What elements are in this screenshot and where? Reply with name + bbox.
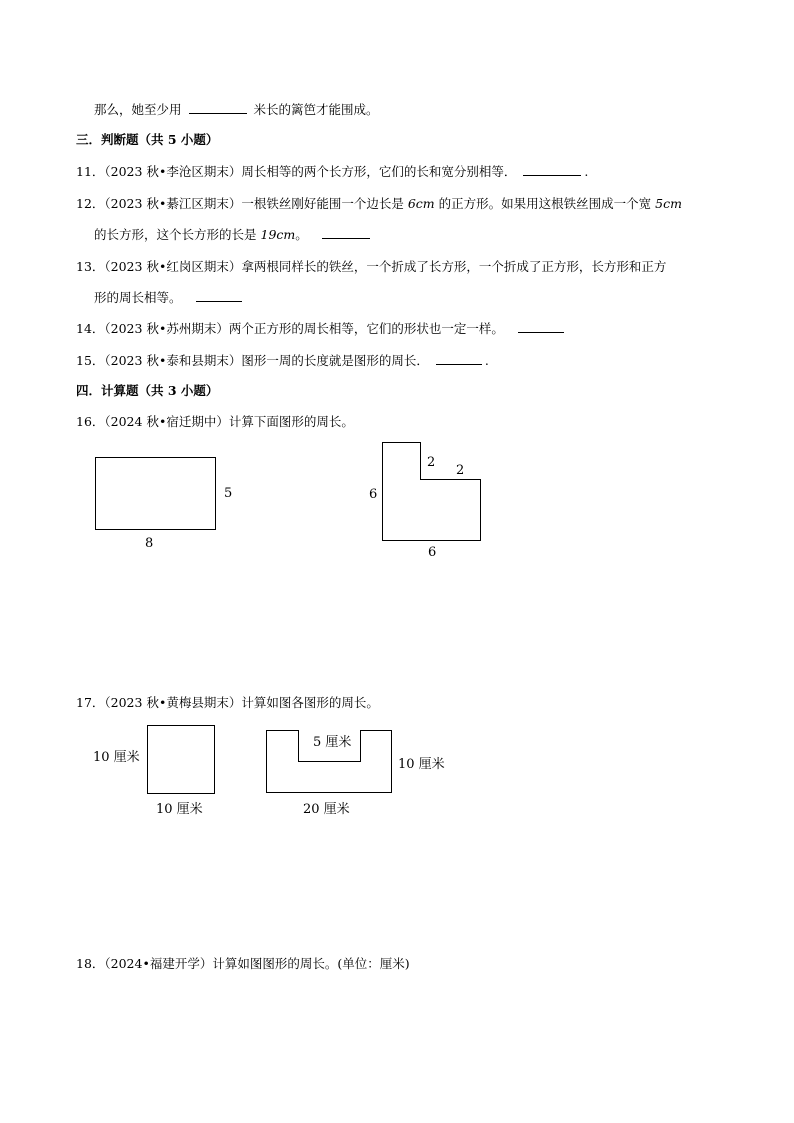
- q18-source: （2024•福建开学）: [104, 956, 213, 971]
- q17-fig1-left-label: 10 厘米: [93, 750, 140, 765]
- q15-text: 图形一周的长度就是图形的周长．: [241, 353, 429, 368]
- q17-square: [148, 726, 215, 794]
- q16-fig2-notch-v-label: 2: [427, 455, 436, 470]
- q14-source: （2023 秋•苏州期末）: [104, 321, 229, 336]
- q16-rectangle: [96, 458, 216, 530]
- q11-text: 周长相等的两个长方形，它们的长和宽分别相等．: [241, 164, 517, 179]
- q12-text2b: 。: [295, 227, 308, 242]
- q16-text: 计算下面图形的周长。: [228, 414, 354, 429]
- q11-num: 11．: [76, 164, 105, 179]
- q12-text2a: 的长方形，这个长方形的长是: [94, 227, 257, 242]
- q16-num: 16．: [76, 414, 105, 429]
- section4-title: 四．计算题（共 3 小题）: [76, 383, 219, 398]
- q13-num: 13．: [76, 259, 105, 274]
- q12-num: 12．: [76, 196, 105, 211]
- q12-text1a: 一根铁丝刚好能围一个边长是: [241, 196, 404, 211]
- q15-num: 15．: [76, 353, 105, 368]
- q12-value-width: 5cm: [655, 196, 682, 211]
- q12-value-side: 6cm: [407, 196, 435, 211]
- q18-num: 18．: [76, 956, 105, 971]
- q15-end: .: [484, 353, 489, 368]
- q12-text1b: 的正方形。如果用这根铁丝围成一个宽: [438, 196, 652, 211]
- q17-fig2-bottom-label: 20 厘米: [303, 802, 350, 817]
- q16-fig2-notch-h-label: 2: [456, 463, 465, 478]
- q14-num: 14．: [76, 321, 105, 336]
- q12-source: （2023 秋•綦江区期末）: [104, 196, 242, 211]
- q13-text1: 拿两根同样长的铁丝，一个折成了长方形，一个折成了正方形，长方形和正方: [241, 259, 667, 274]
- q16-fig1-height-label: 5: [224, 486, 233, 501]
- q16-fig1-width-label: 8: [145, 536, 154, 551]
- q17-fig2-right-label: 10 厘米: [398, 757, 445, 772]
- q13-text2: 形的周长相等。: [94, 290, 182, 305]
- q18-text: 计算如图图形的周长。(单位：厘米): [212, 956, 410, 971]
- q17-fig2-notch-label: 5 厘米: [313, 735, 352, 750]
- q17-source: （2023 秋•黄梅县期末）: [104, 695, 242, 710]
- q17-fig1-bottom-label: 10 厘米: [156, 802, 203, 817]
- q11-source: （2023 秋•李沧区期末）: [104, 164, 242, 179]
- section3-title: 三．判断题（共 5 小题）: [76, 132, 219, 147]
- q12-value-length: 19cm: [260, 227, 296, 242]
- q14-text: 两个正方形的周长相等，它们的形状也一定一样。: [228, 321, 504, 336]
- q17-num: 17．: [76, 695, 105, 710]
- q16-fig2-bottom-label: 6: [428, 545, 437, 560]
- q10-tail-post: 米长的篱笆才能围成。: [253, 102, 379, 117]
- q16-source: （2024 秋•宿迁期中）: [104, 414, 229, 429]
- q10-tail-pre: 那么，她至少用: [94, 102, 182, 117]
- q16-fig2-left-label: 6: [369, 487, 378, 502]
- q11-end: .: [584, 164, 589, 179]
- q17-text: 计算如图各图形的周长。: [241, 695, 379, 710]
- q15-source: （2023 秋•泰和县期末）: [104, 353, 242, 368]
- q13-source: （2023 秋•红岗区期末）: [104, 259, 242, 274]
